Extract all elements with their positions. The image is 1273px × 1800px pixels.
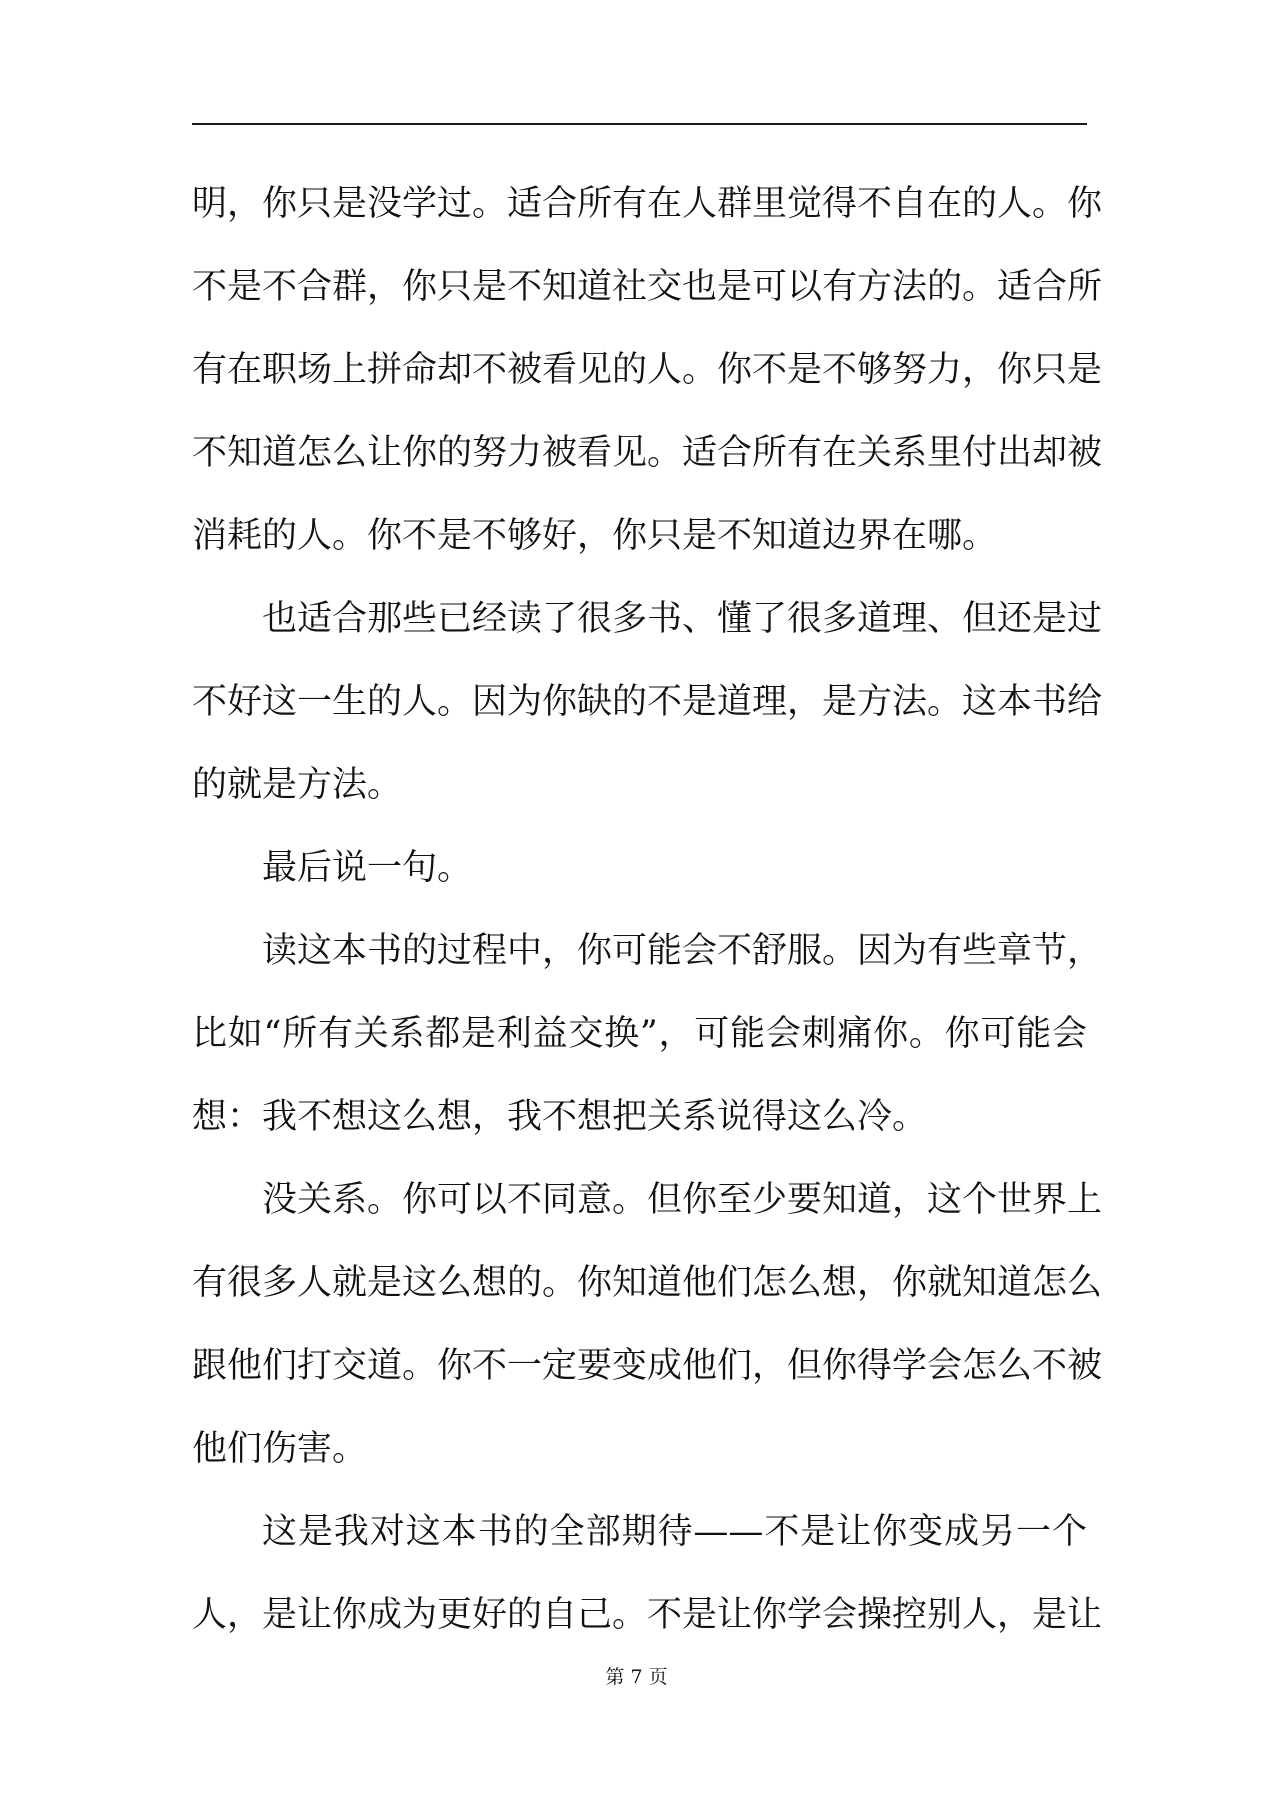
text-line: 想：我不想这么想，我不想把关系说得这么冷。 (192, 1097, 928, 1137)
text-line: 不好这一生的人。因为你缺的不是道理，是方法。这本书给 (192, 682, 1103, 722)
text-line: 跟他们打交道。你不一定要变成他们，但你得学会怎么不被 (192, 1346, 1103, 1386)
text-line: 他们伤害。 (192, 1429, 368, 1469)
text-line: 读这本书的过程中，你可能会不舒服。因为有些章节， (262, 931, 1103, 971)
text-line: 有在职场上拼命却不被看见的人。你不是不够努力，你只是 (192, 350, 1103, 390)
page-number: 第 7 页 (605, 1666, 668, 1688)
text-line: 明，你只是没学过。适合所有在人群里觉得不自在的人。你 (192, 184, 1103, 224)
text-line: 没关系。你可以不同意。但你至少要知道，这个世界上 (262, 1180, 1103, 1220)
header-rule (192, 123, 1087, 125)
text-line: 这是我对这本书的全部期待——不是让你变成另一个 (262, 1512, 1087, 1552)
text-line: 人，是让你成为更好的自己。不是让你学会操控别人，是让 (192, 1595, 1103, 1635)
body-text (192, 163, 1103, 1657)
text-line: 比如“所有关系都是利益交换”，可能会刺痛你。你可能会 (192, 1014, 1087, 1054)
text-line: 有很多人就是这么想的。你知道他们怎么想，你就知道怎么 (192, 1263, 1103, 1303)
text-line: 不是不合群，你只是不知道社交也是可以有方法的。适合所 (192, 267, 1103, 307)
text-line: 消耗的人。你不是不够好，你只是不知道边界在哪。 (192, 516, 998, 556)
text-line: 的就是方法。 (192, 765, 403, 805)
text-line: 不知道怎么让你的努力被看见。适合所有在关系里付出却被 (192, 433, 1103, 473)
text-line: 也适合那些已经读了很多书、懂了很多道理、但还是过 (262, 599, 1103, 639)
text-line: 最后说一句。 (262, 848, 473, 888)
